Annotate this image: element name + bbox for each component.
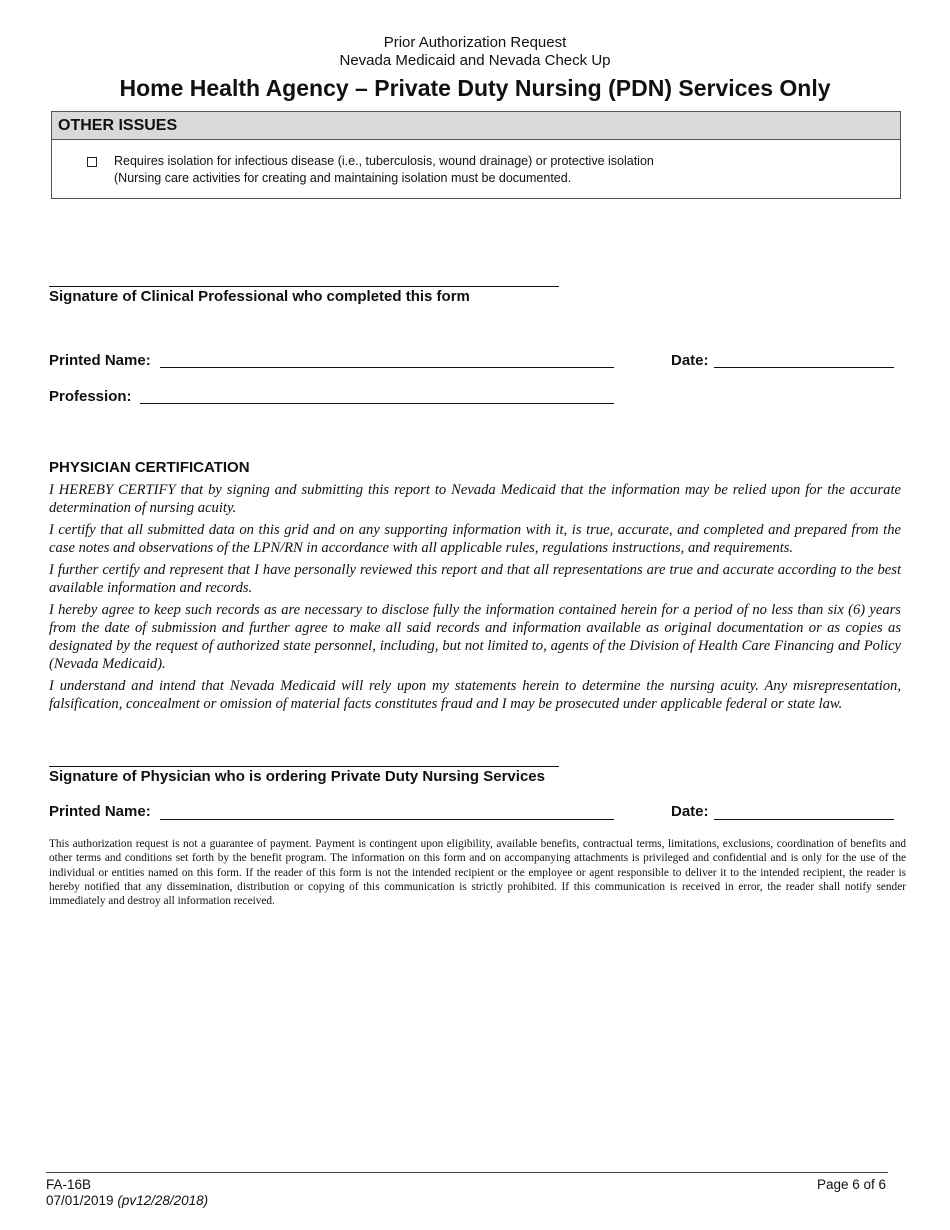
isolation-option-text (114, 153, 654, 187)
page-title: Home Health Agency – Private Duty Nursing (PDN) Services Only (119, 75, 831, 101)
footer-rule (46, 1172, 888, 1173)
certification-paragraph: I hereby agree to keep such records as are necessary to disclose fully the information contained herein for a period of no less than six (6) years from the date of submission and further agree to make all said records and information available as original documentation or as copies as designated by the request of authorized state personnel, including, but not limited to, agents of the Division of Health Care Financing and Policy (Nevada Medicaid). (49, 602, 901, 672)
certification-paragraph: I understand and intend that Nevada Medicaid will rely upon my statements herein to determine the nursing acuity. Any misrepresentation, falsification, concealment or omission of material facts constitutes fraud and I may be prosecuted under applicable federal or state law. (49, 678, 901, 712)
physician-signature-label: Signature of Physician who is ordering Private Duty Nursing Services (49, 768, 545, 785)
clinical-date-field[interactable] (714, 367, 894, 368)
clinical-printed-name-field[interactable] (160, 367, 614, 368)
certification-paragraph: I further certify and represent that I have personally reviewed this report and that all representations are true and accurate according to the best available information and records. (49, 562, 901, 596)
clinical-profession-label: Profession: (49, 388, 132, 405)
isolation-option-line-1: Requires isolation for infectious disease (i.e., tuberculosis, wound drainage) or protective isolation (114, 154, 654, 168)
physician-certification-title: PHYSICIAN CERTIFICATION (49, 459, 250, 476)
footer-date: 07/01/2019 (46, 1193, 114, 1208)
physician-date-label: Date: (671, 803, 709, 820)
other-issues-body (52, 140, 900, 198)
physician-date-field[interactable] (714, 819, 894, 820)
clinical-signature-line[interactable] (49, 286, 559, 287)
clinical-date-label: Date: (671, 352, 709, 369)
footer-form-id: FA-16B (46, 1177, 92, 1192)
isolation-option-line-2: (Nursing care activities for creating and maintaining isolation must be documented. (114, 171, 572, 185)
footer-prev-version: (pv12/28/2018) (117, 1193, 209, 1208)
other-issues-section (51, 111, 901, 199)
physician-printed-name-label: Printed Name: (49, 803, 151, 820)
clinical-profession-field[interactable] (140, 403, 614, 404)
footer-date-line (46, 1192, 208, 1209)
clinical-signature-label: Signature of Clinical Professional who completed this form (49, 288, 470, 305)
clinical-printed-name-label: Printed Name: (49, 352, 151, 369)
physician-signature-line[interactable] (49, 766, 559, 767)
disclaimer-text: This authorization request is not a guarantee of payment. Payment is contingent upon eligibility, available benefits, contractual terms, limitations, exclusions, coordination of benefits and other terms and conditions set forth by the benefit program. The information on this form and on accompanying attachments is privileged and confidential and is only for the use of the individual or entities named on this form. If the reader of this form is not the intended recipient or the employee or agent responsible to deliver it to the intended recipient, the reader is hereby notified that any dissemination, distribution or copying of this communication is strictly prohibited. If this communication is received in error, the reader shall notify sender immediately and destroy all information received. (49, 838, 906, 908)
certification-paragraph: I certify that all submitted data on this grid and on any supporting information with it, is true, accurate, and completed and prepared from the case notes and observations of the LPN/RN in accordance with all applicable rules, regulations instructions, and requirements. (49, 522, 901, 556)
header-line-1: Prior Authorization Request (383, 34, 567, 51)
other-issues-heading: OTHER ISSUES (52, 112, 900, 140)
physician-certification-text (49, 481, 901, 717)
header-line-2: Nevada Medicaid and Nevada Check Up (339, 52, 611, 69)
certification-paragraph: I HEREBY CERTIFY that by signing and submitting this report to Nevada Medicaid that the information may be relied upon for the accurate determination of nursing acuity. (49, 482, 901, 516)
physician-printed-name-field[interactable] (160, 819, 614, 820)
isolation-checkbox[interactable] (87, 157, 97, 167)
footer-page-number: Page 6 of 6 (816, 1177, 886, 1192)
